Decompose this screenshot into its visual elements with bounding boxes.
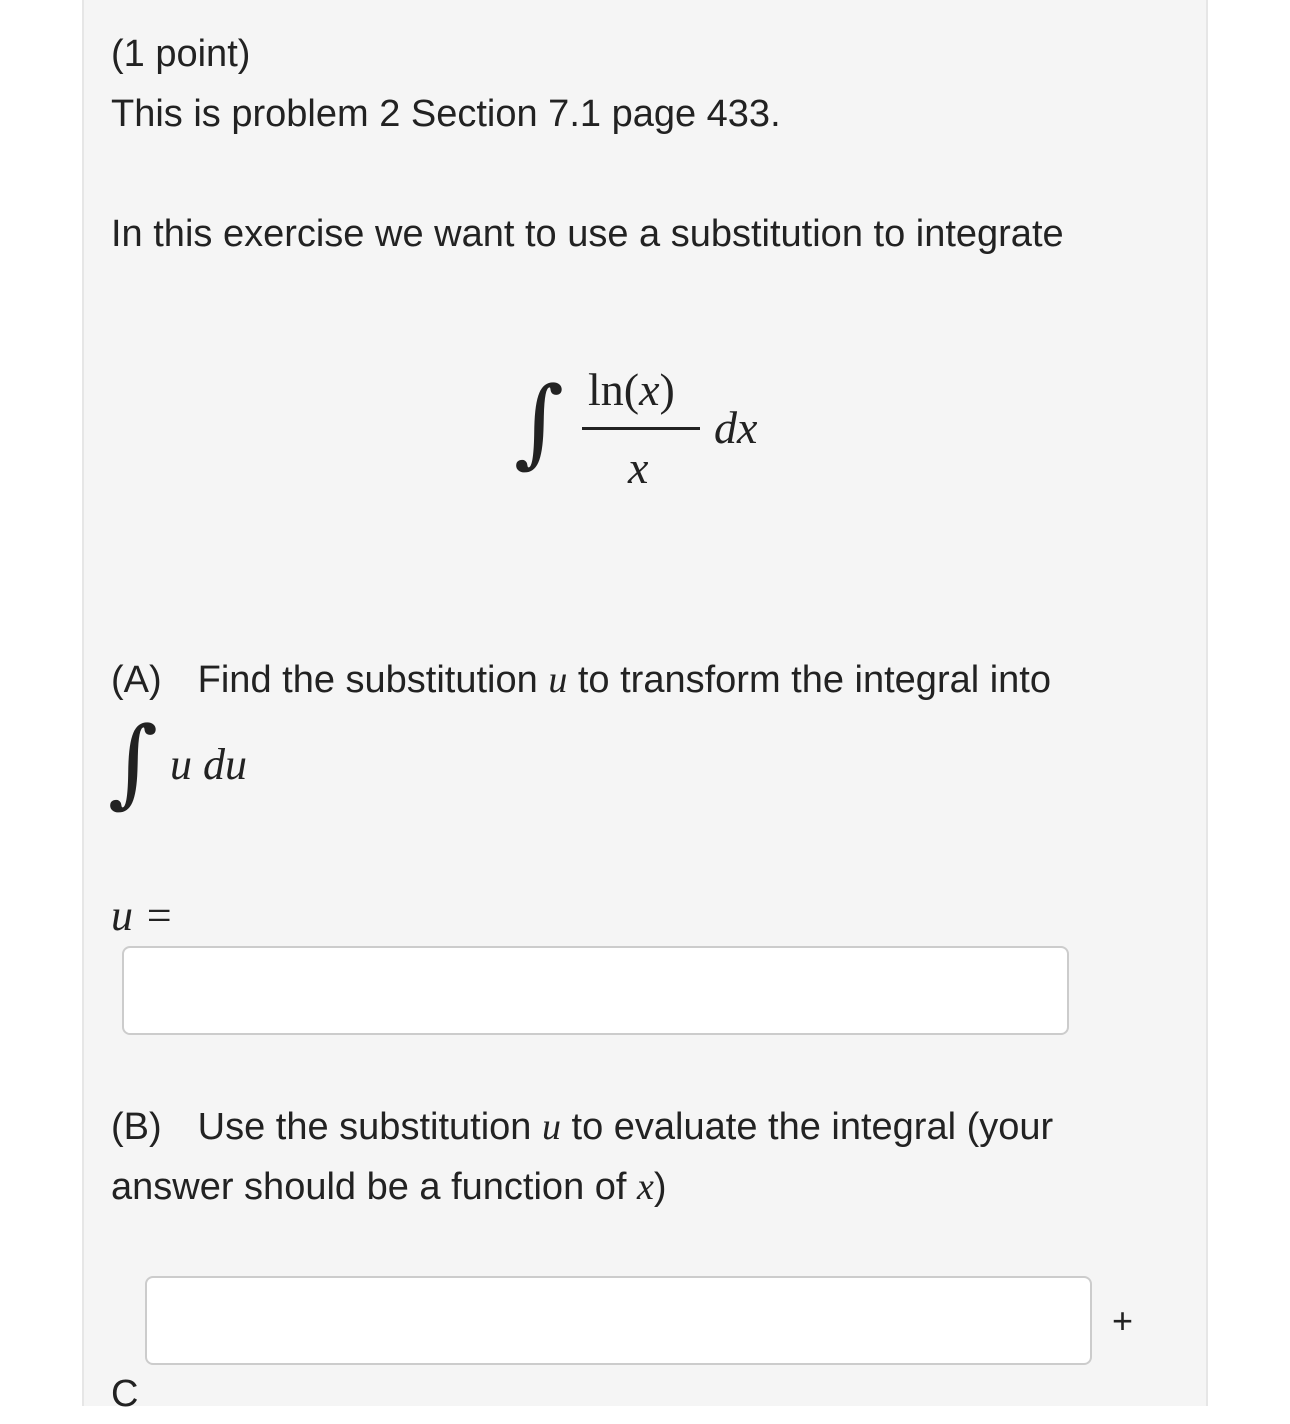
points-label: (1 point): [111, 33, 251, 75]
part-b-prompt-line2: answer should be a function of x): [111, 1166, 667, 1208]
intro-text: In this exercise we want to use a substitution to integrate: [111, 213, 1064, 255]
constant-c: C: [111, 1373, 139, 1415]
antiderivative-input[interactable]: [145, 1276, 1092, 1365]
problem-source: This is problem 2 Section 7.1 page 433.: [111, 93, 781, 135]
integral-sign: ∫: [108, 706, 159, 818]
fraction-bar: [582, 427, 700, 430]
fraction-denominator: x: [628, 442, 649, 493]
part-b-prompt-line1: (B) Use the substitution u to evaluate the integral (your: [111, 1106, 1054, 1148]
integral-sign: ∫: [514, 366, 565, 478]
integrand-u-du: u du: [170, 740, 247, 789]
u-equals-label: u =: [111, 891, 174, 940]
plus-sign: +: [1112, 1300, 1134, 1341]
differential-dx: dx: [714, 402, 758, 453]
part-a-prompt: (A) Find the substitution u to transform the integral into: [111, 659, 1052, 701]
substitution-input[interactable]: [122, 946, 1069, 1035]
fraction-numerator: ln(x): [588, 364, 675, 415]
